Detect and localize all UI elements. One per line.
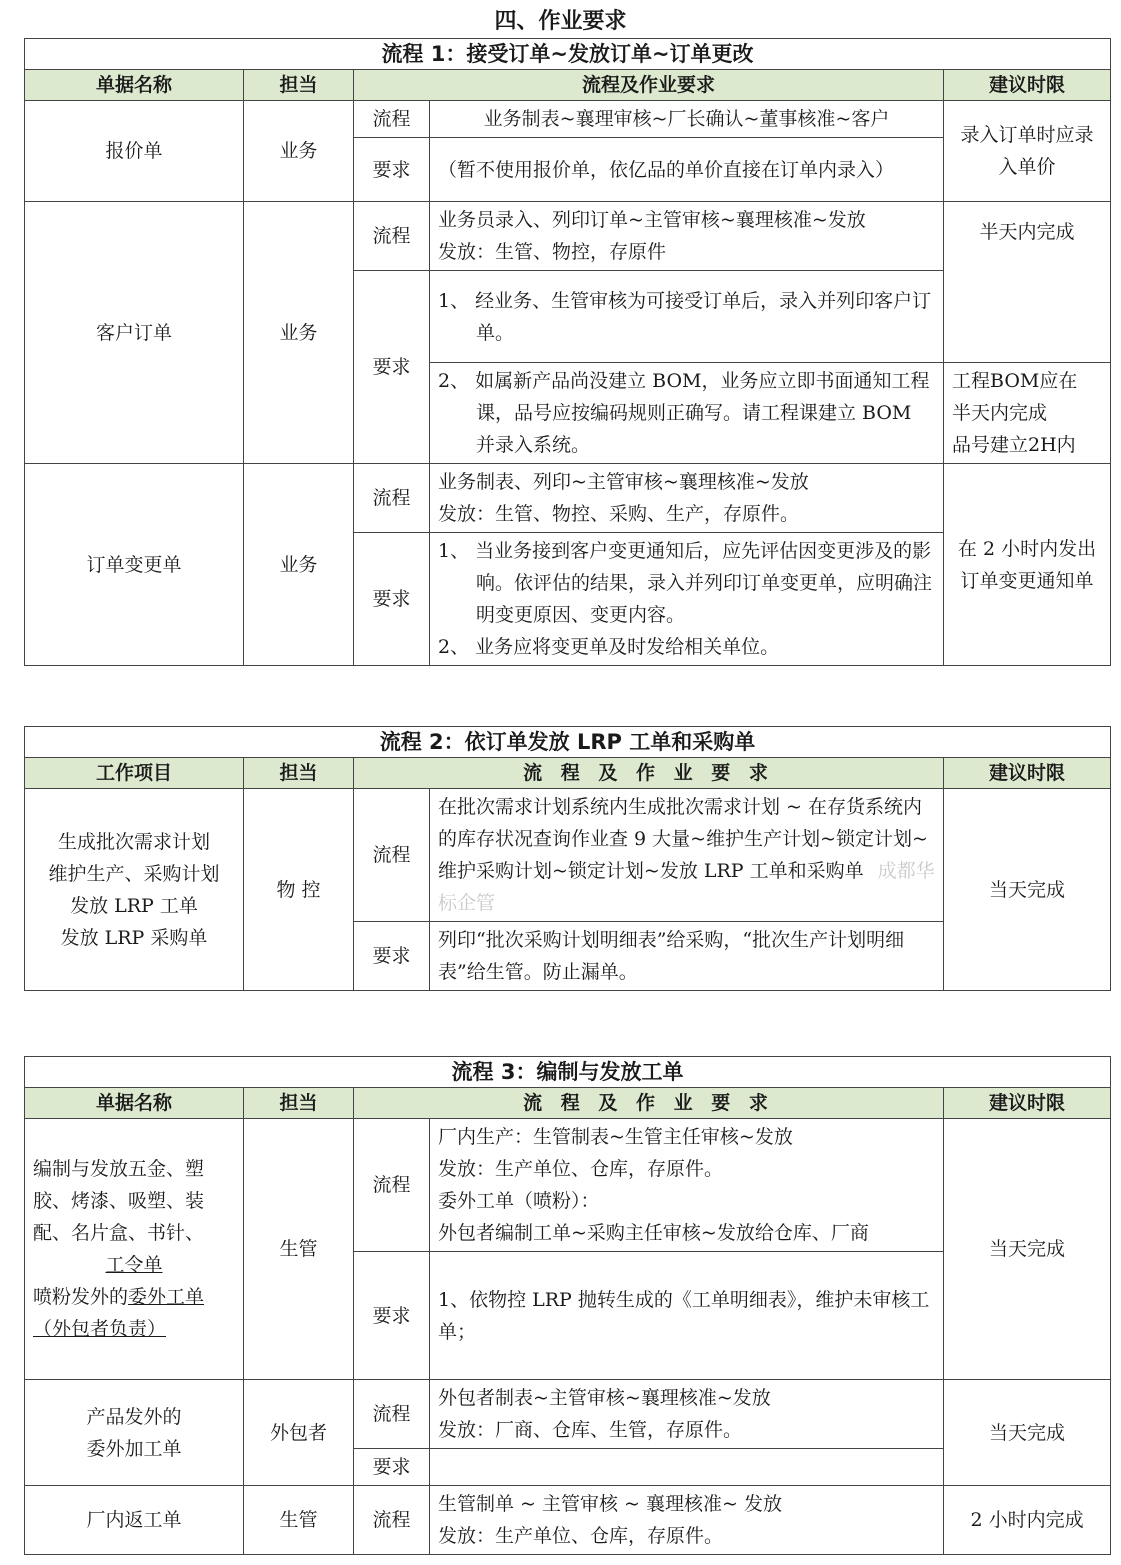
- flow-line: 发放：生产单位、仓库，存原件。: [438, 1158, 724, 1180]
- owner-cell: 业务: [244, 464, 354, 666]
- req-cell: （暂不使用报价单，依亿品的单价直接在订单内录入）: [430, 138, 944, 202]
- doc-name-line: 委外加工单: [86, 1437, 182, 1460]
- process-1-title: 流程 1：接受订单~发放订单~订单更改: [25, 39, 1111, 70]
- work-item-line: 维护生产、采购计划: [48, 862, 220, 885]
- req-cell: 1、依物控 LRP 抛转生成的《工单明细表》，维护未审核工单；: [430, 1252, 944, 1380]
- flow-line: 发放：生管、物控、采购、生产，存原件。: [438, 503, 800, 525]
- req-item: 1、 经业务、生管审核为可接受订单后，录入并列印客户订单。: [438, 289, 932, 344]
- process-3-table: [24, 1056, 1111, 1555]
- flow-line: 外包者制表~主管审核~襄理核准~发放: [438, 1387, 771, 1409]
- req-label: 要求: [354, 271, 430, 464]
- flow-label: 流程: [354, 101, 430, 138]
- header-time-limit: 建议时限: [944, 758, 1111, 789]
- flow-cell: [430, 1486, 944, 1555]
- doc-name-cell: 订单变更单: [25, 464, 244, 666]
- header-time-limit: 建议时限: [944, 70, 1111, 101]
- process-3-title: 流程 3：编制与发放工单: [25, 1057, 1111, 1088]
- flow-label: 流程: [354, 202, 430, 271]
- owner-cell: 生管: [244, 1119, 354, 1380]
- time-limit-cell: 当天完成: [944, 1119, 1111, 1380]
- doc-name-underlined: 工令单: [105, 1254, 163, 1276]
- header-doc-name: 单据名称: [25, 70, 244, 101]
- req-cell: [430, 271, 944, 363]
- owner-cell: 业务: [244, 202, 354, 464]
- time-limit-cell: 2 小时内完成: [944, 1486, 1111, 1555]
- doc-name-text: 编制与发放五金、塑胶、烤漆、吸塑、装配、名片盒、书针、: [33, 1158, 205, 1244]
- time-limit-cell: 当天完成: [944, 789, 1111, 991]
- process-2-table: [24, 726, 1111, 991]
- req-label: 要求: [354, 922, 430, 991]
- flow-label: 流程: [354, 1380, 430, 1449]
- flow-line: 业务制表、列印~主管审核~襄理核准~发放: [438, 471, 809, 493]
- doc-name-cell: 报价单: [25, 101, 244, 202]
- flow-line: 业务员录入、列印订单~主管审核~襄理核准~发放: [438, 209, 866, 231]
- req-cell: 列印“批次采购计划明细表”给采购，“批次生产计划明细表”给生管。防止漏单。: [430, 922, 944, 991]
- req-label: 要求: [354, 1449, 430, 1486]
- flow-cell: [430, 202, 944, 271]
- flow-line: 委外工单（喷粉）：: [438, 1190, 600, 1212]
- header-owner: 担当: [244, 70, 354, 101]
- time-limit-cell: 录入订单时应录入单价: [944, 101, 1111, 202]
- flow-line: 发放：生产单位、仓库，存原件。: [438, 1525, 724, 1547]
- flow-label: 流程: [354, 789, 430, 922]
- req-label: 要求: [354, 1252, 430, 1380]
- time-limit-cell: 在 2 小时内发出订单变更通知单: [944, 464, 1111, 666]
- owner-cell: 物 控: [244, 789, 354, 991]
- header-owner: 担当: [244, 758, 354, 789]
- doc-name-text: 喷粉发外的: [33, 1286, 129, 1308]
- req-item: 1、 当业务接到客户变更通知后，应先评估因变更涉及的影响。依评估的结果，录入并列印订单变更单，应明确注明变更原因、变更内容。: [438, 540, 933, 626]
- flow-cell: [430, 1380, 944, 1449]
- req-cell: [430, 363, 944, 464]
- flow-line: 生管制单 ~ 主管审核 ~ 襄理核准~ 发放: [438, 1493, 782, 1515]
- flow-cell: 业务制表~襄理审核~厂长确认~董事核准~客户: [430, 101, 944, 138]
- doc-name-underlined: 委外工单（外包者负责）: [33, 1286, 205, 1340]
- doc-name-cell: 厂内返工单: [25, 1486, 244, 1555]
- req-item: 2、 如属新产品尚没建立 BOM，业务应立即书面通知工程课，品号应按编码规则正确写。请工程课建立 BOM 并录入系统。: [438, 370, 930, 456]
- flow-text: 在批次需求计划系统内生成批次需求计划 ~ 在存货系统内的库存状况查询作业查 9 大量~维护生产计划~锁定计划~维护采购计划~锁定计划~发放 LRP 工单和采购单: [438, 796, 928, 882]
- work-item-line: 发放 LRP 工单: [70, 894, 198, 917]
- flow-cell: [430, 464, 944, 533]
- header-flow-requirements: 流程及作业要求: [354, 70, 944, 101]
- process-2-title: 流程 2：依订单发放 LRP 工单和采购单: [25, 727, 1111, 758]
- doc-name-line: 产品发外的: [86, 1405, 182, 1428]
- req-label: 要求: [354, 138, 430, 202]
- limit-line: 工程BOM应在: [952, 370, 1078, 392]
- flow-label: 流程: [354, 1119, 430, 1252]
- flow-line: 发放：生管、物控，存原件: [438, 241, 667, 263]
- header-time-limit: 建议时限: [944, 1088, 1111, 1119]
- doc-name-cell: [25, 1119, 244, 1380]
- owner-cell: 外包者: [244, 1380, 354, 1486]
- header-flow-requirements: 流 程 及 作 业 要 求: [354, 1088, 944, 1119]
- owner-cell: 生管: [244, 1486, 354, 1555]
- work-item-cell: [25, 789, 244, 991]
- header-flow-requirements: 流 程 及 作 业 要 求: [354, 758, 944, 789]
- req-cell: [430, 533, 944, 666]
- time-limit-cell: [944, 363, 1111, 464]
- work-item-line: 生成批次需求计划: [57, 830, 210, 853]
- header-work-item: 工作项目: [25, 758, 244, 789]
- header-owner: 担当: [244, 1088, 354, 1119]
- req-cell: [430, 1449, 944, 1486]
- flow-label: 流程: [354, 464, 430, 533]
- flow-line: 外包者编制工单~采购主任审核~发放给仓库、厂商: [438, 1222, 869, 1244]
- limit-line: 半天内完成: [952, 402, 1048, 424]
- work-item-line: 发放 LRP 采购单: [60, 926, 208, 949]
- watermark: 成都华标企管: [438, 860, 935, 914]
- header-doc-name: 单据名称: [25, 1088, 244, 1119]
- owner-cell: 业务: [244, 101, 354, 202]
- req-label: 要求: [354, 533, 430, 666]
- limit-line: 品号建立2H内: [952, 434, 1076, 456]
- flow-label: 流程: [354, 1486, 430, 1555]
- req-item: 2、 业务应将变更单及时发给相关单位。: [438, 636, 780, 658]
- time-limit-cell: 半天内完成: [944, 202, 1111, 363]
- time-limit-cell: 当天完成: [944, 1380, 1111, 1486]
- flow-line: 厂内生产：生管制表~生管主任审核~发放: [438, 1126, 793, 1148]
- flow-cell: [430, 1119, 944, 1252]
- doc-name-cell: [25, 1380, 244, 1486]
- flow-cell: [430, 789, 944, 922]
- flow-line: 发放：厂商、仓库、生管，存原件。: [438, 1419, 743, 1441]
- page-title: 四、作业要求: [494, 9, 627, 34]
- doc-name-cell: 客户订单: [25, 202, 244, 464]
- process-1-table: [24, 38, 1111, 666]
